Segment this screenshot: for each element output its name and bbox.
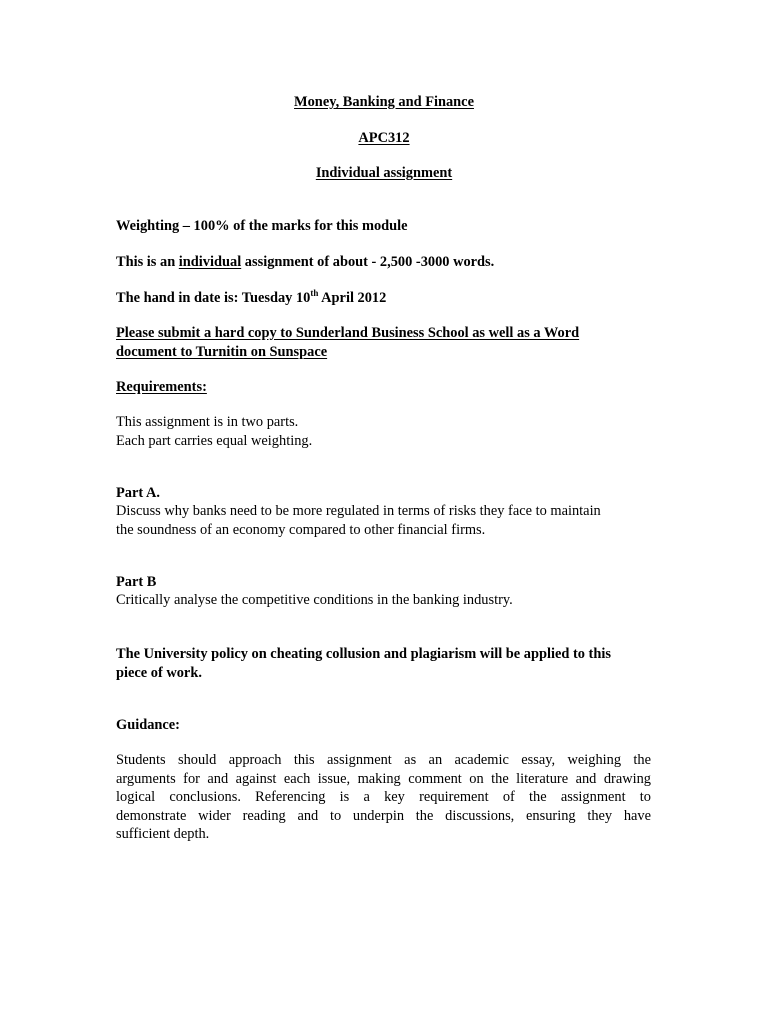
policy-statement (116, 645, 656, 682)
submission-instructions (116, 324, 636, 361)
guidance-line-2: arguments for and against each issue, making comment on the literature and drawing (116, 770, 651, 787)
guidance-text (116, 751, 651, 844)
guidance-line-1: Students should approach this assignment as an academic essay, weighing the (116, 752, 651, 768)
requirements-heading: Requirements: (116, 379, 207, 395)
policy-line-2: piece of work. (116, 664, 202, 681)
word-count-prefix: This is an (116, 254, 179, 270)
part-b-text: Critically analyse the competitive conditions in the banking industry. (116, 592, 513, 608)
part-a-text (116, 502, 656, 539)
hand-in-superscript: th (310, 288, 319, 299)
word-count-line (116, 253, 636, 272)
requirements-line-2: Each part carries equal weighting. (116, 432, 313, 449)
hand-in-date-line (116, 289, 636, 308)
part-a-line-2: the soundness of an economy compared to other financial firms. (116, 521, 486, 538)
part-a-line-1: Discuss why banks need to be more regulated in terms of risks they face to maintain (116, 503, 601, 519)
submission-line-2: document to Turnitin on Sunspace (116, 343, 328, 360)
word-count-suffix: assignment of about - 2,500 -3000 words. (241, 254, 495, 270)
policy-line-1: The University policy on cheating collusion and plagiarism will be applied to this (116, 646, 611, 662)
assignment-type: Individual assignment (315, 165, 453, 181)
course-title: Money, Banking and Finance (294, 94, 474, 110)
guidance-heading: Guidance: (116, 717, 180, 733)
guidance-line-4: demonstrate wider reading and to underpin the discussions, ensuring they have (116, 807, 651, 824)
hand-in-suffix: April 2012 (318, 290, 387, 306)
weighting-line: Weighting – 100% of the marks for this module (116, 218, 408, 234)
hand-in-prefix: The hand in date is: Tuesday 10 (116, 290, 311, 306)
part-a-heading: Part A. (116, 485, 160, 501)
individual-emphasis: individual (178, 254, 242, 270)
part-b-heading: Part B (116, 574, 157, 590)
submission-line-1: Please submit a hard copy to Sunderland Business School as well as a Word (116, 325, 580, 341)
guidance-line-5: sufficient depth. (116, 826, 210, 842)
guidance-line-3: logical conclusions. Referencing is a key requirement of the assignment to (116, 789, 651, 805)
course-code: APC312 (358, 130, 410, 146)
requirements-text (116, 413, 636, 450)
requirements-line-1: This assignment is in two parts. (116, 414, 299, 430)
